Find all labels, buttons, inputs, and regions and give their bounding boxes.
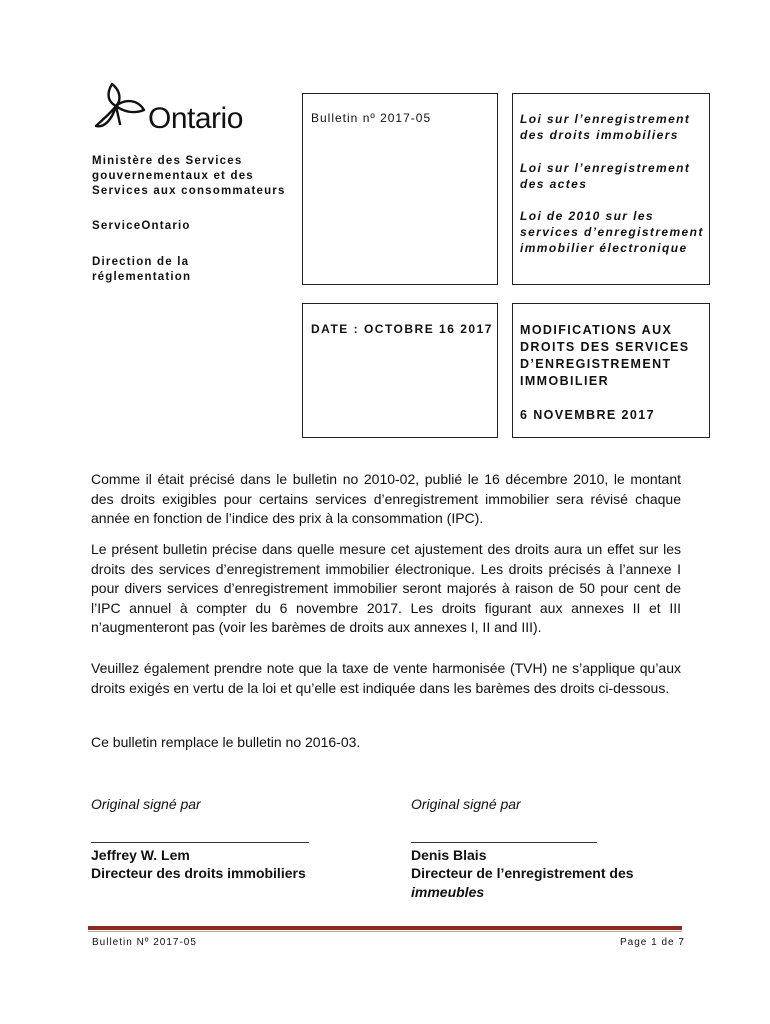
body-paragraph: Ce bulletin remplace le bulletin no 2016-03. [91, 734, 361, 750]
law-item: Loi sur l’enregistrement des droits immobiliers [520, 112, 691, 142]
footer-rule-thin [88, 931, 682, 932]
laws-box [512, 93, 710, 285]
left-signatory-title: Directeur des droits immobiliers [91, 865, 306, 881]
footer-rule [88, 926, 682, 930]
right-signatory-title-continued: immeubles [411, 884, 485, 900]
body-paragraph: Le présent bulletin précise dans quelle mesure cet ajustement des droits aura un effet sur les droits des services d’enregistrement immobilier électronique. Les droits précisés à l’annexe I pour divers services d’enregistrement immobilier seront majorés à raison de 50 pour cent de l’IPC annuel à compter du 6 novembre 2017. Les droits figurant aux annexes II et III n’augmenteront pas (voir les barèmes de droits aux annexes I, II and III). [91, 541, 681, 635]
law-item: Loi de 2010 sur les services d’enregistrement immobilier électronique [520, 209, 704, 255]
service-name: ServiceOntario [92, 220, 191, 232]
body-paragraph: Veuillez également prendre note que la taxe de vente harmonisée (TVH) ne s’applique qu’aux droits exigés en vertu de la loi et qu’elle est indiquée dans les barèmes des droits ci-dessous. [91, 660, 681, 696]
right-signatory-name: Denis Blais [411, 847, 487, 863]
right-signature-line [411, 842, 597, 843]
date-box [302, 303, 498, 438]
bulletin-number-box [302, 93, 498, 285]
page-number: Page 1 de 7 [620, 937, 685, 948]
direction-name: Direction de la réglementation [92, 256, 192, 283]
body-paragraph: Comme il était précisé dans le bulletin no 2010-02, publié le 16 décembre 2010, le montant des droits exigibles pour certains services d’enregistrement immobilier sera révisé chaque année en fonction de l’indice des prix à la consommation (IPC). [91, 471, 681, 526]
left-signatory-name: Jeffrey W. Lem [91, 847, 190, 863]
right-signed-note: Original signé par [411, 796, 521, 812]
subject-date: 6 NOVEMBRE 2017 [520, 408, 655, 422]
bulletin-subject: MODIFICATIONS AUX DROITS DES SERVICES D’ENREGISTREMENT IMMOBILIER [520, 323, 690, 388]
ministry-name: Ministère des Services gouvernementaux et des Services aux consommateurs [92, 155, 286, 197]
ontario-logo [92, 80, 272, 142]
bulletin-number: Bulletin nº 2017-05 [311, 111, 432, 125]
trillium-icon [92, 80, 148, 140]
right-signatory-title: Directeur de l’enregistrement des [411, 865, 634, 881]
bulletin-date: DATE : OCTOBRE 16 2017 [311, 322, 493, 336]
left-signature-line [91, 842, 309, 843]
footer-bulletin-number: Bulletin Nº 2017-05 [92, 937, 197, 948]
left-signed-note: Original signé par [91, 796, 201, 812]
logo-wordmark: Ontario [148, 102, 243, 135]
subject-box [512, 303, 710, 438]
law-item: Loi sur l’enregistrement des actes [520, 161, 691, 191]
